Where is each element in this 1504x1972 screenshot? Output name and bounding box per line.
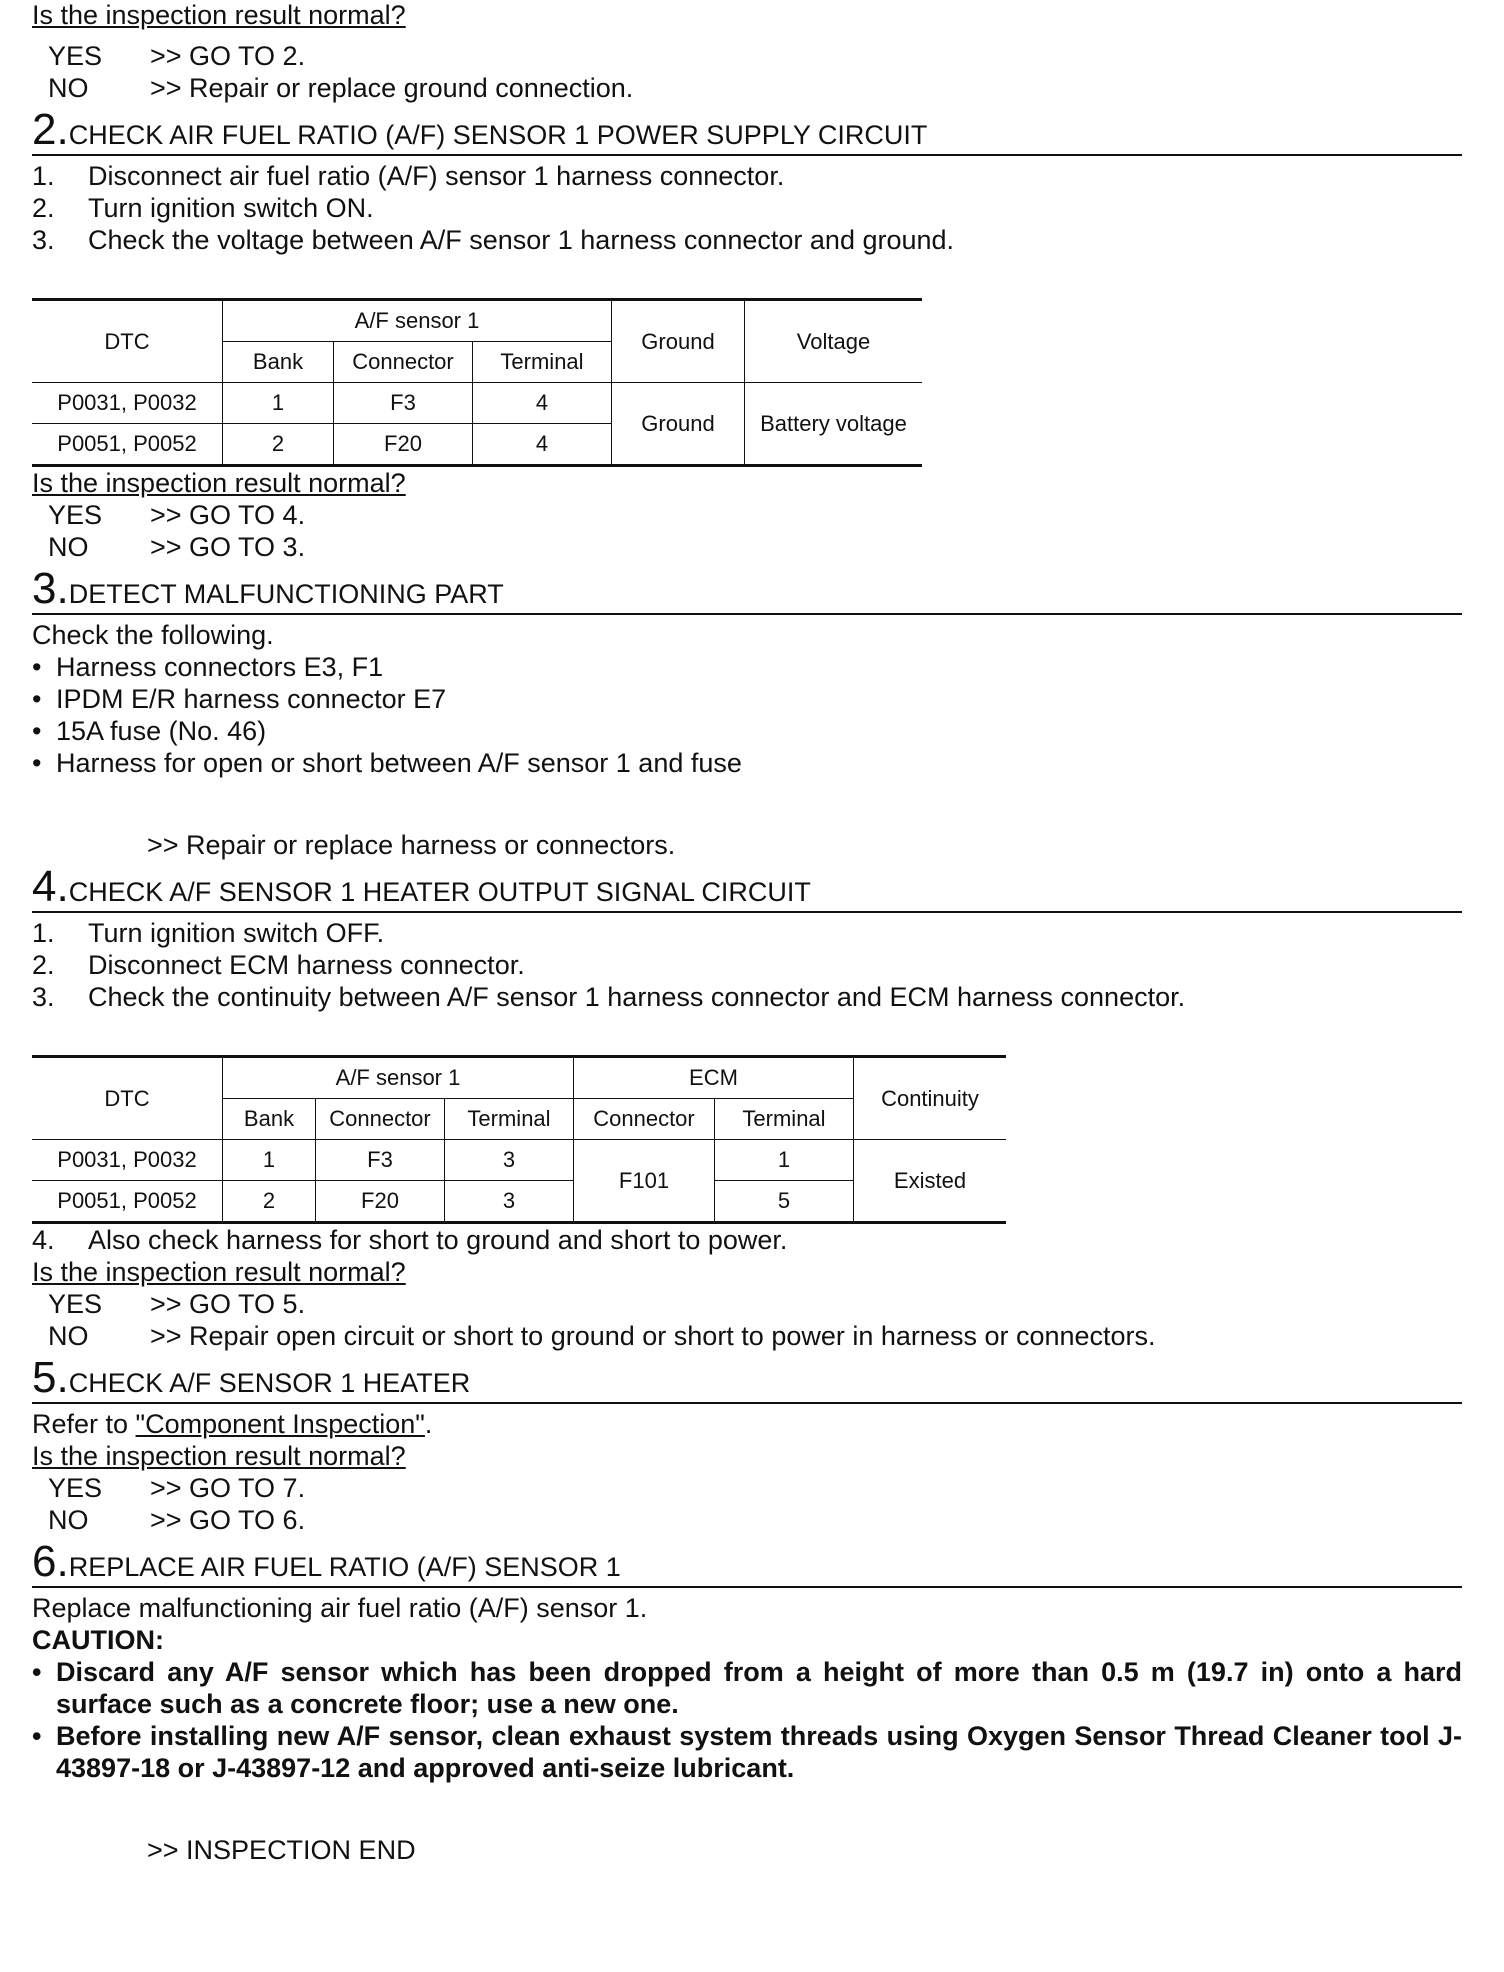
no-response: [48, 1320, 1462, 1352]
inspection-question: Is the inspection result normal?: [32, 468, 406, 498]
yes-action: >> GO TO 4.: [150, 500, 306, 530]
header-dtc: DTC: [32, 300, 223, 383]
header-connector: Connector: [334, 342, 473, 383]
yes-label: YES: [48, 1289, 103, 1319]
yes-action: >> GO TO 2.: [150, 41, 306, 71]
header-continuity: Continuity: [854, 1057, 1007, 1140]
no-response: [48, 531, 1462, 563]
header-bank: Bank: [223, 1099, 316, 1140]
yes-response: [48, 40, 1462, 72]
inspection-question: Is the inspection result normal?: [32, 0, 406, 30]
caution-bullet: [32, 1656, 1462, 1720]
divider: [32, 1586, 1462, 1588]
continuity-table: [32, 1055, 1006, 1224]
cell-connector: F3: [334, 383, 473, 424]
item-number: 2.: [32, 193, 55, 223]
component-inspection-link[interactable]: "Component Inspection": [135, 1409, 425, 1439]
yes-action: >> GO TO 5.: [150, 1289, 306, 1319]
inspection-question: Is the inspection result normal?: [32, 1257, 406, 1287]
header-ground: Ground: [612, 300, 745, 383]
header-connector: Connector: [316, 1099, 445, 1140]
step-heading: [32, 1537, 1462, 1586]
step-number: 5.: [32, 1353, 69, 1402]
inspection-question: Is the inspection result normal?: [32, 1441, 406, 1471]
step-action: >> Repair or replace harness or connectors.: [147, 830, 676, 860]
yes-label: YES: [48, 1473, 103, 1503]
cell-dtc: P0031, P0032: [32, 1140, 223, 1181]
item-number: 1.: [32, 918, 55, 948]
step-lead: Check the following.: [32, 620, 274, 650]
refer-suffix: .: [424, 1409, 433, 1439]
yes-response: [48, 1472, 1462, 1504]
header-ecm-connector: Connector: [574, 1099, 715, 1140]
cell-bank: 2: [223, 424, 334, 466]
yes-response: [48, 1288, 1462, 1320]
step-number: 4.: [32, 862, 69, 911]
header-ecm-terminal: Terminal: [715, 1099, 854, 1140]
caution-label: CAUTION:: [32, 1625, 164, 1655]
header-af-sensor: A/F sensor 1: [223, 1057, 574, 1099]
step-heading: [32, 564, 1462, 613]
item-text: Turn ignition switch ON.: [88, 193, 374, 223]
no-label: NO: [48, 1505, 89, 1535]
list-item: [32, 917, 1462, 949]
cell-connector: F20: [334, 424, 473, 466]
cell-ground: Ground: [612, 383, 745, 466]
step-action: >> INSPECTION END: [147, 1835, 416, 1865]
caution-bullet: [32, 1720, 1462, 1784]
cell-dtc: P0031, P0032: [32, 383, 223, 424]
list-item: [32, 160, 1462, 192]
cell-voltage: Battery voltage: [745, 383, 923, 466]
cell-bank: 2: [223, 1181, 316, 1223]
bullet-text: Harness for open or short between A/F sensor 1 and fuse: [56, 748, 742, 778]
divider: [32, 911, 1462, 913]
divider: [32, 154, 1462, 156]
bullet-item: [32, 747, 1462, 779]
divider: [32, 613, 1462, 615]
cell-ecm-connector: F101: [574, 1140, 715, 1223]
no-response: [48, 1504, 1462, 1536]
cell-bank: 1: [223, 1140, 316, 1181]
document-page: [32, 0, 1462, 1866]
header-af-sensor: A/F sensor 1: [223, 300, 612, 342]
bullet-text: IPDM E/R harness connector E7: [56, 684, 447, 714]
cell-connector: F3: [316, 1140, 445, 1181]
no-label: NO: [48, 1321, 89, 1351]
item-text: Check the continuity between A/F sensor 1 harness connector and ECM harness connector.: [88, 982, 1186, 1012]
cell-dtc: P0051, P0052: [32, 1181, 223, 1223]
step-heading: [32, 105, 1462, 154]
bullet-text: Harness connectors E3, F1: [56, 652, 384, 682]
item-number: 3.: [32, 982, 55, 1012]
no-action: >> Repair or replace ground connection.: [150, 73, 634, 103]
bullet-dot: •: [32, 748, 42, 778]
yes-label: YES: [48, 41, 103, 71]
cell-terminal: 3: [445, 1140, 574, 1181]
list-item: [32, 1224, 1462, 1256]
item-text: Disconnect air fuel ratio (A/F) sensor 1 harness connector.: [88, 161, 785, 191]
item-number: 4.: [32, 1225, 55, 1255]
step-title: CHECK A/F SENSOR 1 HEATER OUTPUT SIGNAL CIRCUIT: [68, 877, 811, 907]
item-number: 3.: [32, 225, 55, 255]
step-heading: [32, 1353, 1462, 1402]
no-action: >> Repair open circuit or short to ground or short to power in harness or connectors.: [150, 1321, 1156, 1351]
cell-terminal: 4: [473, 424, 612, 466]
bullet-dot: •: [32, 1721, 42, 1751]
divider: [32, 1402, 1462, 1404]
cell-connector: F20: [316, 1181, 445, 1223]
header-dtc: DTC: [32, 1057, 223, 1140]
bullet-text: Discard any A/F sensor which has been dropped from a height of more than 0.5 m (19.7 in) onto a hard surface such as a concrete floor; use a new one.: [56, 1657, 1462, 1719]
item-number: 2.: [32, 950, 55, 980]
header-ecm: ECM: [574, 1057, 854, 1099]
bullet-dot: •: [32, 716, 42, 746]
cell-terminal: 4: [473, 383, 612, 424]
no-action: >> GO TO 3.: [150, 532, 306, 562]
bullet-text: 15A fuse (No. 46): [56, 716, 267, 746]
list-item: [32, 949, 1462, 981]
header-bank: Bank: [223, 342, 334, 383]
yes-label: YES: [48, 500, 103, 530]
bullet-dot: •: [32, 652, 42, 682]
cell-terminal: 3: [445, 1181, 574, 1223]
list-item: [32, 192, 1462, 224]
voltage-table: [32, 298, 922, 467]
step-title: DETECT MALFUNCTIONING PART: [68, 579, 504, 609]
table-row: [32, 1140, 1006, 1181]
yes-action: >> GO TO 7.: [150, 1473, 306, 1503]
refer-prefix: Refer to: [32, 1409, 136, 1439]
no-label: NO: [48, 532, 89, 562]
step-title: CHECK A/F SENSOR 1 HEATER: [68, 1368, 471, 1398]
item-text: Also check harness for short to ground and short to power.: [88, 1225, 788, 1255]
no-action: >> GO TO 6.: [150, 1505, 306, 1535]
step-lead: Replace malfunctioning air fuel ratio (A/F) sensor 1.: [32, 1593, 648, 1623]
cell-continuity: Existed: [854, 1140, 1007, 1223]
bullet-text: Before installing new A/F sensor, clean exhaust system threads using Oxygen Sensor Thread Cleaner tool J-43897-18 or J-43897-12 and approved anti-seize lubricant.: [56, 1721, 1462, 1783]
bullet-dot: •: [32, 684, 42, 714]
step-number: 3.: [32, 564, 69, 613]
item-text: Check the voltage between A/F sensor 1 harness connector and ground.: [88, 225, 955, 255]
step-title: CHECK AIR FUEL RATIO (A/F) SENSOR 1 POWER SUPPLY CIRCUIT: [68, 120, 928, 150]
table-row: [32, 383, 922, 424]
item-text: Disconnect ECM harness connector.: [88, 950, 525, 980]
list-item: [32, 981, 1462, 1013]
bullet-dot: •: [32, 1657, 42, 1687]
item-number: 1.: [32, 161, 55, 191]
bullet-item: [32, 683, 1462, 715]
no-response: [48, 72, 1462, 104]
list-item: [32, 224, 1462, 256]
cell-ecm-terminal: 5: [715, 1181, 854, 1223]
header-voltage: Voltage: [745, 300, 923, 383]
yes-response: [48, 499, 1462, 531]
bullet-item: [32, 715, 1462, 747]
refer-line: [32, 1408, 1462, 1440]
step-heading: [32, 862, 1462, 911]
bullet-item: [32, 651, 1462, 683]
header-terminal: Terminal: [473, 342, 612, 383]
cell-bank: 1: [223, 383, 334, 424]
step-title: REPLACE AIR FUEL RATIO (A/F) SENSOR 1: [68, 1552, 621, 1582]
header-terminal: Terminal: [445, 1099, 574, 1140]
cell-dtc: P0051, P0052: [32, 424, 223, 466]
item-text: Turn ignition switch OFF.: [88, 918, 385, 948]
no-label: NO: [48, 73, 89, 103]
step-number: 2.: [32, 105, 69, 154]
step-number: 6.: [32, 1537, 69, 1586]
cell-ecm-terminal: 1: [715, 1140, 854, 1181]
